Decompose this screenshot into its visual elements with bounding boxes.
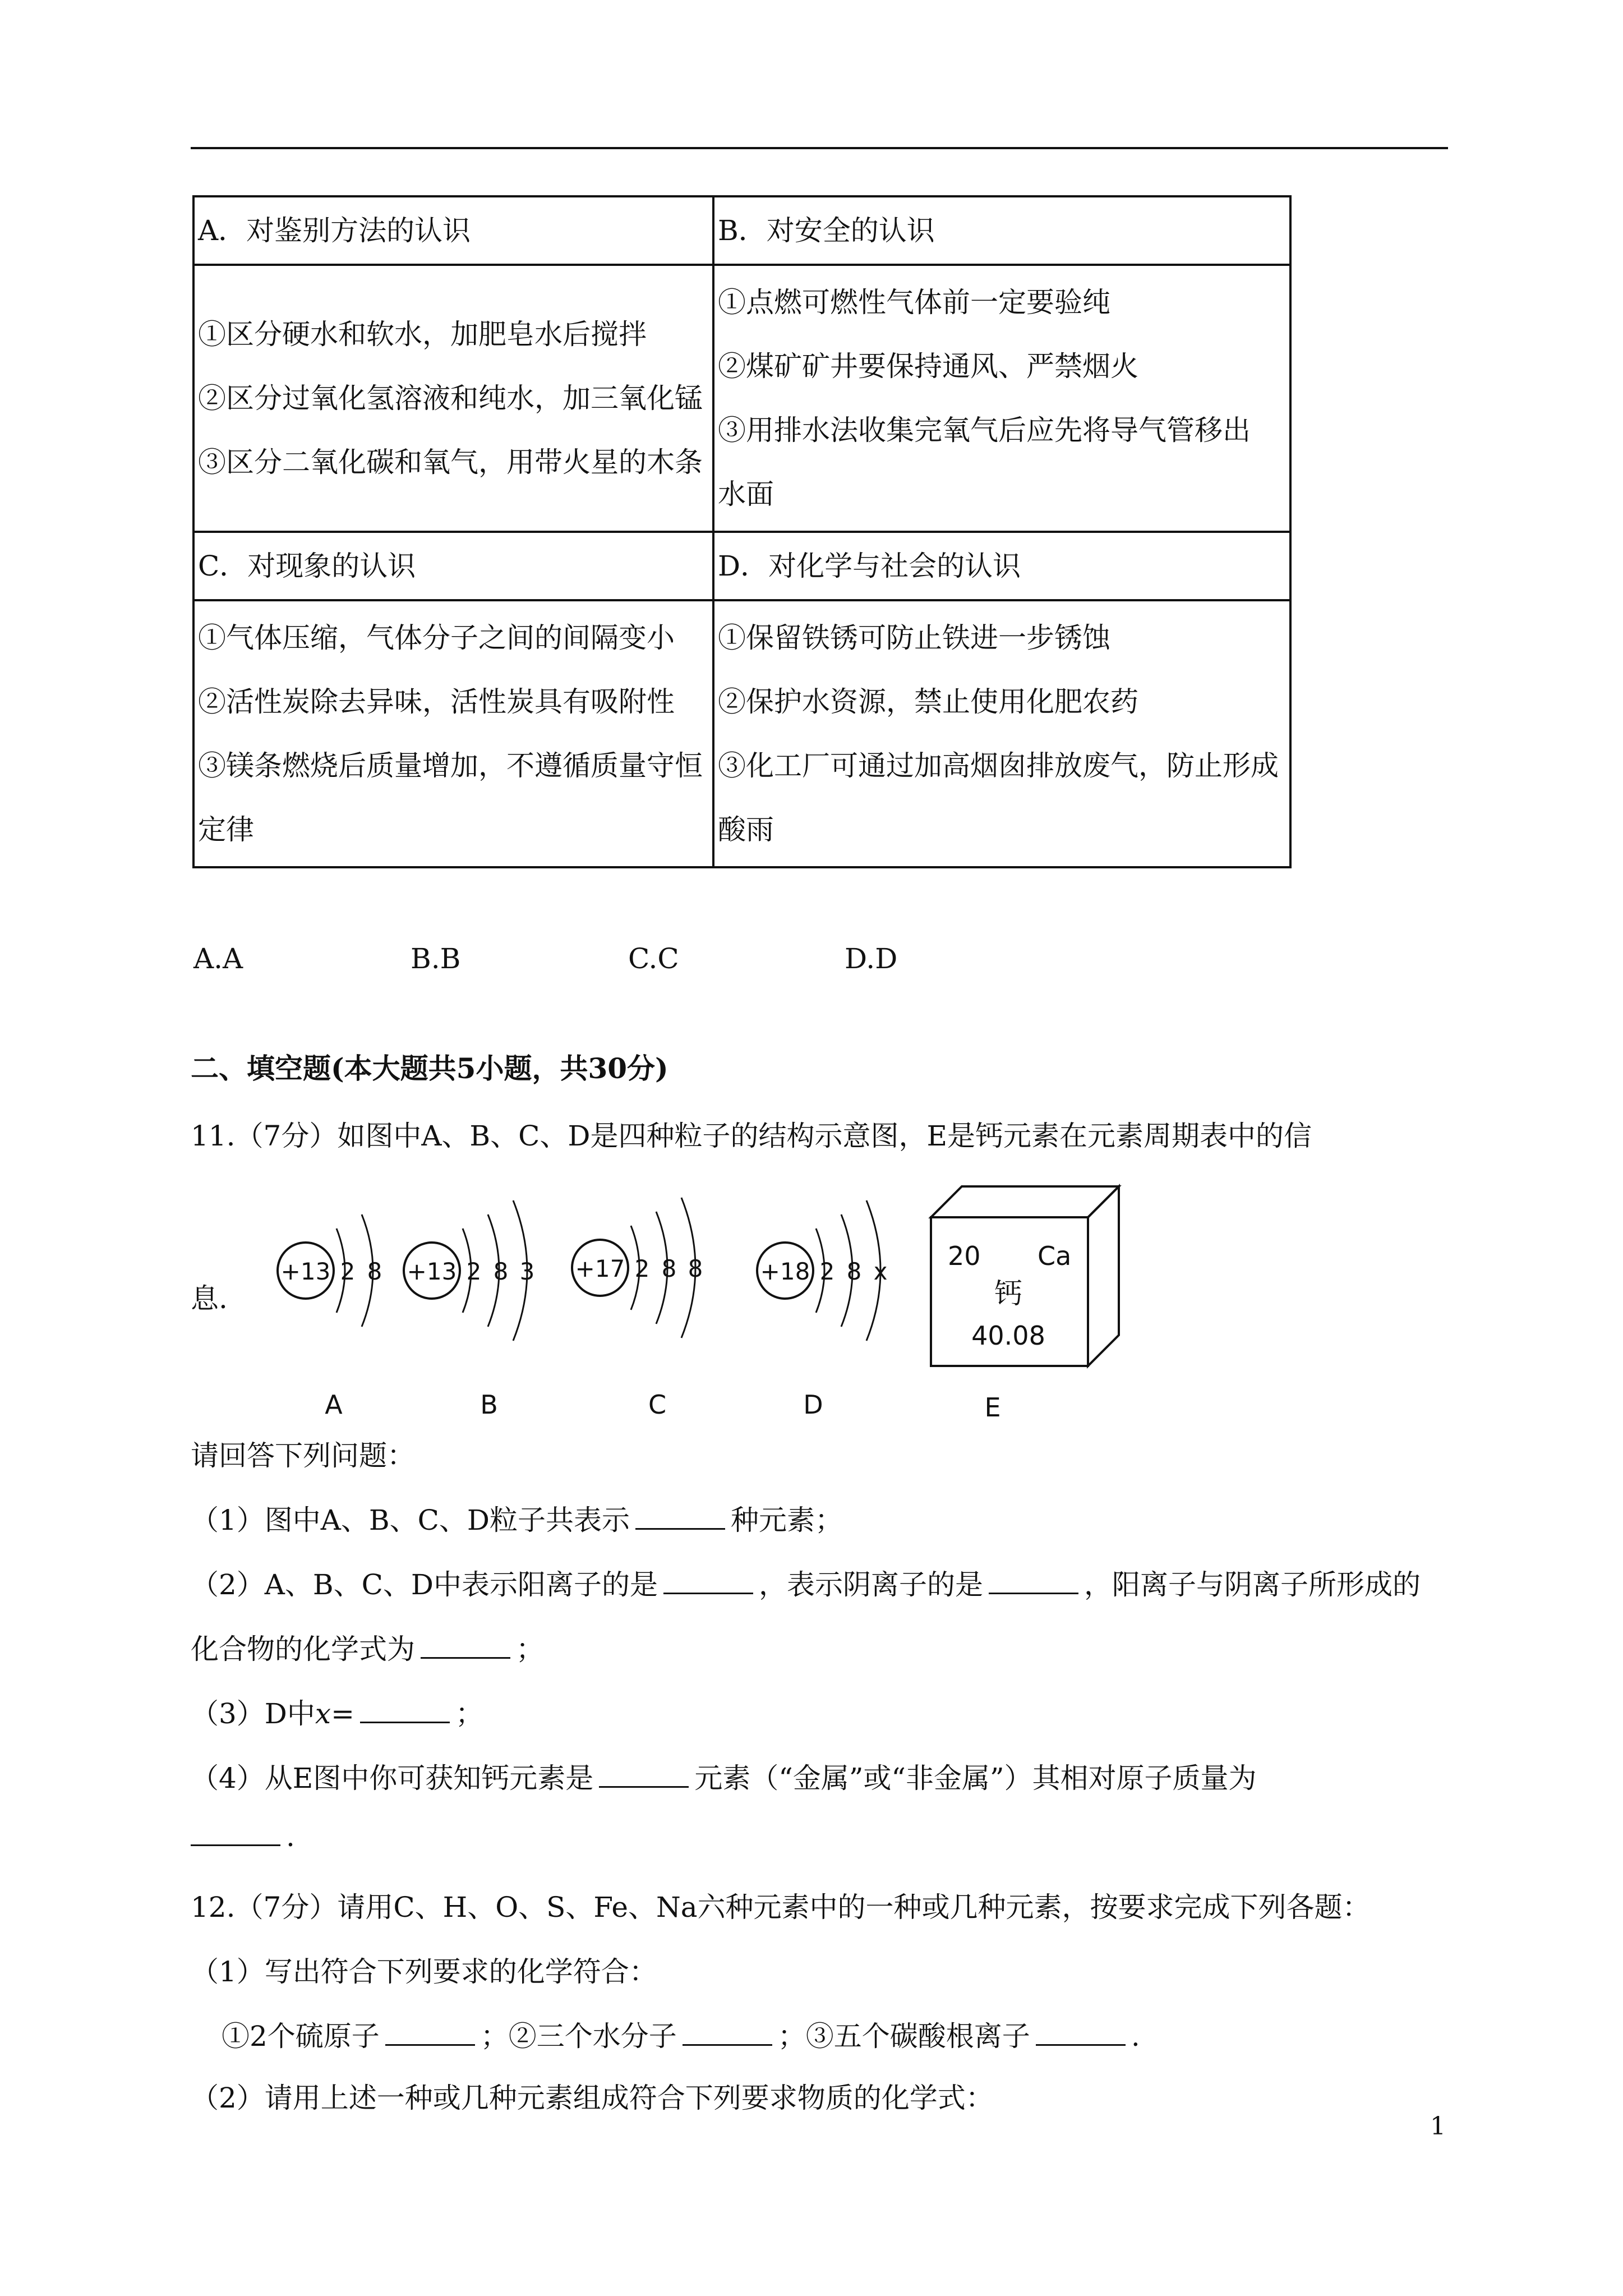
atom-a-diagram [278, 1214, 382, 1420]
q12-stem: 12.（7分）请用C、H、O、S、Fe、Na六种元素中的一种或几种元素，按要求完成下列各题： [191, 1891, 1371, 1924]
atom-d-shell-1: 2 [819, 1258, 835, 1285]
element-symbol: Ca [1038, 1241, 1072, 1271]
answer-blank[interactable] [421, 1635, 510, 1659]
list-item: ①保留铁锈可防止铁进一步锈蚀 [718, 622, 1110, 654]
atom-b-shell-3: 3 [519, 1258, 535, 1285]
list-item: ③区分二氧化碳和氧气，用带火星的木条 [198, 446, 703, 478]
table-cell-b-header: B．对安全的认识 [713, 196, 1290, 265]
header-rule [191, 147, 1448, 149]
answer-blank[interactable] [989, 1570, 1078, 1594]
atom-a-nucleus: +13 [280, 1258, 331, 1285]
list-item: 水面 [718, 478, 774, 510]
element-atomic-mass: 40.08 [971, 1320, 1045, 1351]
atom-b-shell-2: 8 [493, 1258, 509, 1285]
q12-part1-items: ①2个硫原子 ；②三个水分子 ；③五个碳酸根离子 . [222, 2020, 1140, 2053]
list-item: ③用排水法收集完氧气后应先将导气管移出 [718, 414, 1251, 447]
atom-a-shell-2: 8 [367, 1258, 382, 1285]
section-title: 二、填空题(本大题共5小题，共30分) [191, 1052, 668, 1085]
answer-blank[interactable] [385, 2022, 475, 2046]
table-cell-d-header: D．对化学与社会的认识 [713, 532, 1290, 600]
atom-c-diagram [572, 1198, 703, 1420]
answer-options [0, 942, 1623, 987]
atom-b-label: B [480, 1389, 498, 1420]
table-cell-a-header: A．对鉴别方法的认识 [193, 196, 713, 265]
table-cell-d-body [713, 600, 1290, 867]
answer-blank[interactable] [599, 1764, 689, 1788]
atom-c-label: C [648, 1389, 667, 1420]
list-item: ①区分硬水和软水，加肥皂水后搅拌 [198, 318, 647, 351]
atom-d-nucleus: +18 [760, 1258, 810, 1285]
q12-part1: （1）写出符合下列要求的化学符合： [191, 1955, 657, 1988]
answer-blank[interactable] [663, 1570, 753, 1594]
element-cube-e [931, 1186, 1119, 1422]
q12-part2: （2）请用上述一种或几种元素组成符合下列要求物质的化学式： [191, 2082, 994, 2114]
table-cell-c-body [193, 600, 713, 867]
atom-c-shell-2: 8 [661, 1255, 677, 1282]
atom-b-diagram [404, 1200, 534, 1420]
q11-part2-cont: 化合物的化学式为 ； [191, 1633, 544, 1665]
list-item: ③镁条燃烧后质量增加，不遵循质量守恒 [198, 749, 703, 782]
table-cell-c-header: C．对现象的认识 [193, 532, 713, 600]
answer-blank[interactable] [1036, 2022, 1126, 2046]
atom-b-nucleus: +13 [407, 1258, 457, 1285]
list-item: ②保护水资源，禁止使用化肥农药 [718, 685, 1138, 718]
atom-b-shell-1: 2 [466, 1258, 482, 1285]
atom-d-diagram [757, 1200, 887, 1420]
q11-part2: （2）A、B、C、D中表示阳离子的是 ，表示阴离子的是 ，阳离子与阴离子所形成的 [191, 1568, 1421, 1601]
atom-d-label: D [803, 1389, 823, 1420]
q11-part3: （3）D中x= ； [191, 1697, 484, 1730]
atom-c-shell-1: 2 [634, 1255, 650, 1282]
element-atomic-number: 20 [948, 1241, 981, 1271]
option-c[interactable]: C.C [628, 942, 679, 975]
answer-blank[interactable] [360, 1699, 450, 1723]
q11-part1: （1）图中A、B、C、D粒子共表示 种元素； [191, 1504, 843, 1536]
page-number: 1 [1430, 2112, 1446, 2141]
variable-x: x [315, 1697, 331, 1730]
q11-part4-cont: . [191, 1820, 295, 1853]
atom-c-nucleus: +17 [575, 1255, 625, 1282]
list-item: ②区分过氧化氢溶液和纯水，加三氧化锰 [198, 382, 703, 415]
answer-blank[interactable] [683, 2022, 772, 2046]
list-item: ①气体压缩，气体分子之间的间隔变小 [198, 622, 675, 654]
answer-blank[interactable] [635, 1506, 725, 1530]
list-item: ②煤矿矿井要保持通风、严禁烟火 [718, 350, 1138, 383]
q11-prompt: 请回答下列问题： [191, 1439, 415, 1472]
list-item: ③化工厂可通过加高烟囱排放废气，防止形成 [718, 749, 1279, 782]
option-d[interactable]: D.D [845, 942, 898, 975]
option-b[interactable]: B.B [411, 942, 461, 975]
list-item: 酸雨 [718, 813, 774, 846]
option-a[interactable]: A.A [193, 942, 243, 975]
atom-a-shell-1: 2 [340, 1258, 356, 1285]
q11-stem-end: 息. [191, 1282, 228, 1315]
atom-c-shell-3: 8 [688, 1255, 703, 1282]
answer-blank[interactable] [191, 1822, 280, 1846]
list-item: ②活性炭除去异味，活性炭具有吸附性 [198, 685, 675, 718]
atom-a-label: A [325, 1389, 343, 1420]
list-item: ①点燃可燃性气体前一定要验纯 [718, 286, 1110, 319]
table-cell-b-body [713, 265, 1290, 532]
list-item: 定律 [198, 813, 254, 846]
particle-structure-figure [258, 1164, 1133, 1422]
q11-part4: （4）从E图中你可获知钙元素是 元素（“金属”或“非金属”）其相对原子质量为 [191, 1762, 1257, 1795]
knowledge-table [192, 195, 1292, 868]
atom-d-shell-2: 8 [846, 1258, 862, 1285]
element-label: E [984, 1392, 1001, 1422]
table-cell-a-body [193, 265, 713, 532]
atom-d-shell-3: x [873, 1258, 888, 1285]
element-name: 钙 [994, 1277, 1022, 1310]
q11-stem: 11.（7分）如图中A、B、C、D是四种粒子的结构示意图，E是钙元素在元素周期表中的信 [191, 1120, 1312, 1152]
